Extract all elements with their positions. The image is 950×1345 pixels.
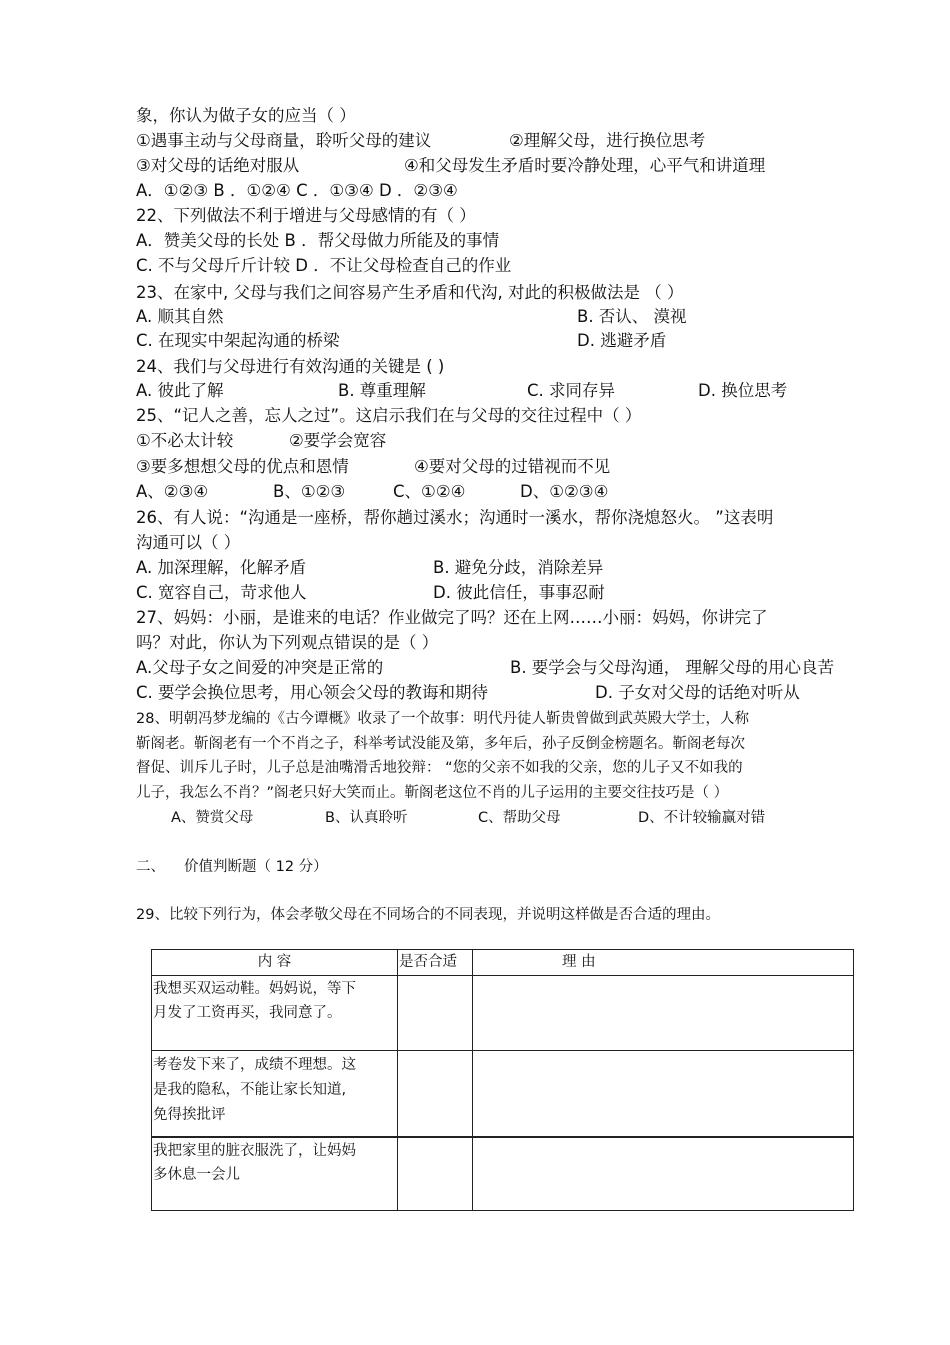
q24-option-b: B. 尊重理解	[338, 381, 426, 400]
q21-statement-2: ②理解父母，进行换位思考	[509, 131, 706, 150]
q25-statement-2: ②要学会宽容	[289, 431, 387, 450]
table-header-appropriate: 是否合适	[399, 954, 457, 970]
q28-option-a: A、赞赏父母	[171, 810, 254, 826]
table-header-reason: 理 由	[562, 954, 596, 970]
table-row-2-line-1: 考卷发下来了，成绩不理想。这	[153, 1057, 356, 1073]
table-row-3-line-2: 多休息一会儿	[153, 1167, 240, 1183]
q25-option-b: B、①②③	[273, 482, 346, 501]
q23-option-d: D. 逃避矛盾	[577, 331, 667, 350]
q25-stem: 25、“记人之善，忘人之过”。这启示我们在与父母的交往过程中（ ）	[136, 406, 642, 425]
table-column-divider	[397, 950, 398, 1210]
q27-stem: 27、妈妈：小丽，是谁来的电话？作业做完了吗？还在上网……小丽：妈妈，你讲完了	[136, 608, 768, 627]
q26-stem-continued: 沟通可以（ ）	[136, 533, 241, 552]
table-column-divider	[472, 950, 473, 1210]
q25-statement-3: ③要多想想父母的优点和恩情	[136, 457, 349, 476]
q27-option-d: D. 子女对父母的话绝对听从	[595, 683, 800, 702]
section-2-number: 二、	[136, 859, 165, 875]
section-2-title: 价值判断题（ 12 分）	[184, 859, 328, 875]
q21-continuation: 象，你认为做子女的应当（ ）	[136, 106, 356, 125]
q27-option-c: C. 要学会换位思考，用心领会父母的教诲和期待	[136, 683, 489, 702]
q26-option-c: C. 宽容自己，苛求他人	[136, 583, 307, 602]
table-row-2-line-2: 是我的隐私，不能让家长知道,	[153, 1082, 347, 1098]
q24-option-c: C. 求同存异	[527, 381, 616, 400]
table-row-divider	[152, 975, 853, 976]
q28-option-c: C、帮助父母	[478, 810, 561, 826]
q24-stem: 24、我们与父母进行有效沟通的关键是 ( )	[136, 357, 445, 376]
q21-statement-3: ③对父母的话绝对服从	[136, 156, 300, 175]
q28-option-b: B、认真聆听	[325, 810, 408, 826]
q29-stem: 29、比较下列行为，体会孝敬父母在不同场合的不同表现，并说明这样做是否合适的理由。	[136, 907, 720, 923]
q23-option-c: C. 在现实中架起沟通的桥梁	[136, 331, 340, 350]
table-row-1-line-2: 月发了工资再买，我同意了。	[153, 1005, 342, 1021]
q25-option-d: D、①②③④	[520, 482, 609, 501]
q26-option-b: B. 避免分歧，消除差异	[433, 558, 604, 577]
q21-statement-1: ①遇事主动与父母商量，聆听父母的建议	[136, 131, 432, 150]
q23-option-b: B. 否认、 漠视	[577, 307, 687, 326]
q26-stem: 26、有人说：“沟通是一座桥，帮你趟过溪水；沟通时一溪水，帮你浇熄怒火。 ”这表明	[136, 508, 774, 527]
table-row-1-line-1: 我想买双运动鞋。妈妈说，等下	[153, 981, 356, 997]
q26-option-a: A. 加深理解，化解矛盾	[136, 558, 306, 577]
q23-stem: 23、在家中, 父母与我们之间容易产生矛盾和代沟, 对此的积极做法是 （ ）	[136, 283, 684, 302]
q26-option-d: D. 彼此信任，事事忍耐	[433, 583, 605, 602]
q25-statement-4: ④要对父母的过错视而不见	[414, 457, 611, 476]
q24-option-d: D. 换位思考	[698, 381, 788, 400]
q28-stem-line-2: 靳阁老。靳阁老有一个不肖之子，科举考试没能及第，多年后，孙子反倒金榜题名。靳阁老每次	[136, 736, 745, 752]
judgement-table	[151, 949, 854, 1211]
q22-stem: 22、下列做法不利于增进与父母感情的有（ ）	[136, 206, 476, 225]
table-row-divider	[152, 1136, 853, 1138]
table-header-content: 内 容	[257, 954, 292, 970]
q28-stem-line-1: 28、明朝冯梦龙编的《古今谭概》收录了一个故事：明代丹徒人靳贵曾做到武英殿大学士，人称	[136, 711, 749, 727]
q25-statement-1: ①不必太计较	[136, 431, 234, 450]
q25-option-a: A、②③④	[136, 482, 209, 501]
q27-stem-continued: 吗？对此，你认为下列观点错误的是（ ）	[136, 633, 439, 652]
q22-options-ab: A．赞美父母的长处 B ．帮父母做力所能及的事情	[136, 231, 500, 250]
q22-options-cd: C. 不与父母斤斤计较 D ．不让父母检查自己的作业	[136, 256, 512, 275]
q25-option-c: C、①②④	[393, 482, 466, 501]
q24-option-a: A. 彼此了解	[136, 381, 224, 400]
q27-option-b: B. 要学会与父母沟通， 理解父母的用心良苦	[510, 658, 835, 677]
q23-option-a: A. 顺其自然	[136, 307, 224, 326]
q28-stem-line-4: 儿子，我怎么不肖？”阁老只好大笑而止。靳阁老这位不肖的儿子运用的主要交往技巧是（ ）	[136, 785, 729, 801]
q28-option-d: D、不计较输赢对错	[638, 810, 766, 826]
table-row-2-line-3: 免得挨批评	[153, 1107, 226, 1123]
table-row-divider	[152, 1050, 853, 1051]
q21-options: A．①②③ B ．①②④ C ．①③④ D ．②③④	[136, 181, 458, 200]
table-row-3-line-1: 我把家里的脏衣服洗了，让妈妈	[153, 1143, 356, 1159]
q27-option-a: A.父母子女之间爱的冲突是正常的	[136, 658, 384, 677]
q21-statement-4: ④和父母发生矛盾时要冷静处理，心平气和讲道理	[404, 156, 766, 175]
q28-stem-line-3: 督促、训斥儿子时，儿子总是油嘴滑舌地狡辩： “您的父亲不如我的父亲，您的儿子又不如我的	[136, 760, 743, 776]
